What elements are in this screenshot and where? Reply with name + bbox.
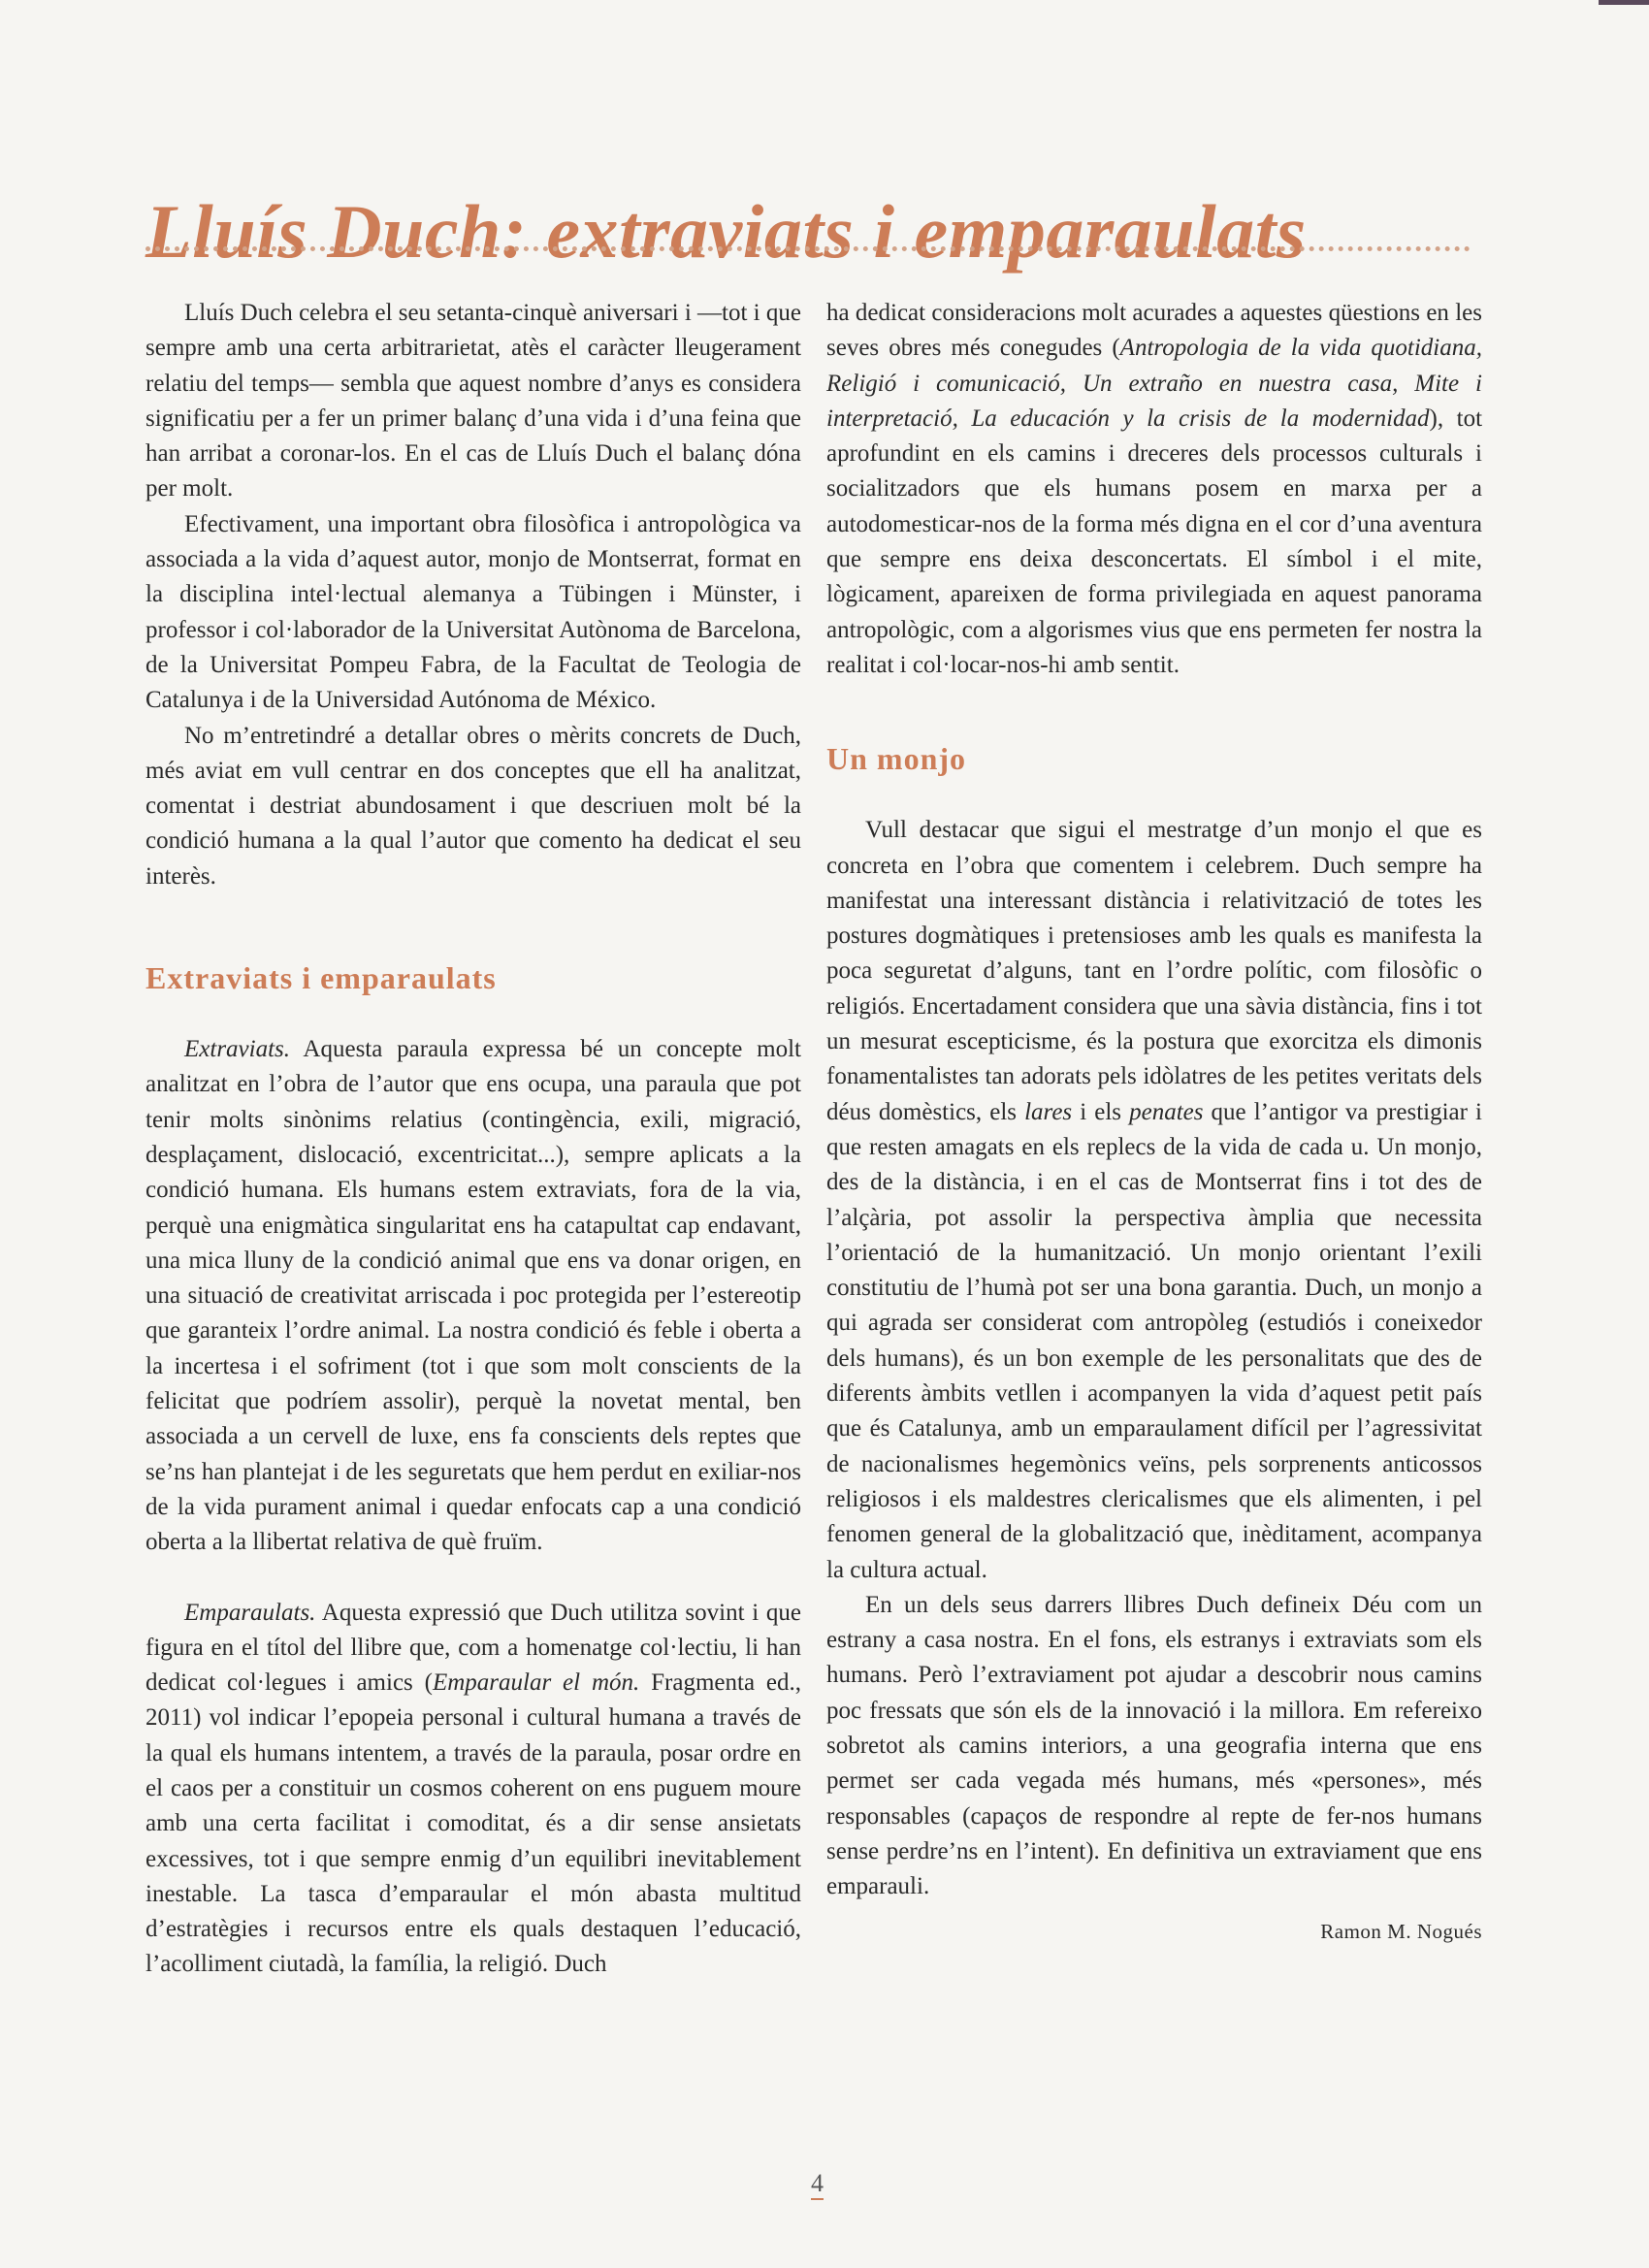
- paragraph-monjo-2: En un dels seus darrers llibres Duch defineix Déu com un estrany a casa nostra. En el fons, els estranys i extraviats som els humans. Però l’extraviament pot ajudar a descobrir nous camins poc fressats que són els de la innovació i la millora. Em refereixo sobretot als camins interiors, a una geografia interna que ens permet ser cada vegada més humans, més «persones», més responsables (capaços de respondre al repte de fer-nos humans sense perdre’ns en l’intent). En definitiva un extraviament que ens emparauli.: [826, 1591, 1482, 1900]
- section-heading-extraviats: Extraviats i emparaulats: [146, 960, 497, 996]
- term-lares: lares: [1024, 1098, 1073, 1125]
- term-extraviats: Extraviats.: [184, 1036, 291, 1063]
- page-number: 4: [811, 2171, 824, 2200]
- author-signature: Ramon M. Nogués: [1320, 1920, 1482, 1944]
- paragraph-monjo-1: Vull destacar que sigui el mestratge d’un monjo el que es concreta en l’obra que comentem i celebrem. Duch sempre ha manifestat una interessant distància i relativització de totes les postures dogmàtiques i pretensioses amb les quals es manifesta la poca seguretat d’alguns, tant en l’ordre polític, com filosòfic o religiós. Encertadament considera que una sàvia distància, fins i tot un mesurat escepticisme, és la postura que exorcitza els dimonis fonamentalistes tan adorats pels idòlatres de les petites veritats dels déus domèstics, els lares i els penates que l’antigor va prestigiar i que resten amagats en els replecs de la vida de cada u. Un monjo, des de la distància, i en el cas de Montserrat fins i tot des de l’alçària, pot assolir la perspectiva àmplia que necessita l’orientació de la humanització. Un monjo orientant l’exili constitutiu de l’humà pot ser una bona garantia. Duch, un monjo a qui agrada ser considerat com antropòleg (estudiós i coneixedor dels humans), és un bon exemple de les personalitats que des de diferents àmbits vetllen i acompanyen la vida d’aquest petit país que és Catalunya, amb un emparaulament difícil per l’agressivitat de nacionalismes hegemònics veïns, pels sorprenents anticossos religiosos i els maldestres clericalismes que els alimenten, i pel fenomen general de la globalització que, inèditament, acompanya la cultura actual.: [826, 817, 1482, 1583]
- paragraph-extraviats: Extraviats. Aquesta paraula expressa bé un concepte molt analitzat en l’obra de l’autor que ens ocupa, una paraula que pot tenir molts sinònims relatius (contingència, exili, migració, desplaçament, dislocació, excentricitat...), sempre aplicats a la condició humana. Els humans estem extraviats, fora de la via, perquè una enigmàtica singularitat ens ha catapultat cap endavant, una mica lluny de la condició animal que ens va donar origen, en una situació de creativitat arriscada i poc protegida per l’estereotip que garanteix l’ordre animal. La nostra condició és feble i oberta a la incertesa i el sofriment (tot i que som molt conscients de la felicitat que podríem assolir), perquè la novetat mental, ben associada a un cervell de luxe, ens fa conscients dels reptes que se’ns han plantejat i de les seguretats que hem perdut en exiliar-nos de la vida purament animal i quedar enfocats cap a una condició oberta a la llibertat relativa de què fruïm.: [146, 1036, 801, 1556]
- paragraph-emparaulats: Emparaulats. Aquesta expressió que Duch utilitza sovint i que figura en el títol del llibre que, com a homenatge col·lectiu, li han dedicat col·legues i amics (Emparaular el món. Fragmenta ed., 2011) vol indicar l’epopeia personal i cultural humana a través de la qual els humans intentem, a través de la paraula, posar ordre en el caos per a constituir un cosmos coherent on ens puguem moure amb una certa facilitat i comoditat, és a dir sense ansietats excessives, tot i que sempre enmig d’un equilibri inevitablement inestable. La tasca d’emparaular el món abasta multitud d’estratègies i recursos entre els quals destaquen l’educació, l’acolliment ciutadà, la família, la religió. Duch: [146, 1599, 801, 1978]
- continued-paragraph: ha dedicat consideracions molt acurades a aquestes qüestions en les seves obres més conegudes (Antropologia de la vida quotidiana, Religió i comunicació, Un extraño en nuestra casa, Mite i interpretació, La educación y la crisis de la modernidad), tot aprofundint en els camins i dreceres dels processos culturals i socialitzadors que els humans posem en marxa per a autodomesticar-nos de la forma més digna en el cor d’una aventura que sempre ens deixa desconcertats. El símbol i el mite, lògicament, apareixen de forma privilegiada en aquest panorama antropològic, com a algorismes vius que ens permeten fer nostra la realitat i col·locar-nos-hi amb sentit.: [826, 300, 1483, 678]
- article-title: Lluís Duch: extraviats i emparaulats: [146, 189, 1307, 275]
- section-heading-monjo: Un monjo: [826, 741, 967, 777]
- intro-paragraph-1: Lluís Duch celebra el seu setanta-cinquè aniversari i —tot i que sempre amb una certa arbitrarietat, atès el caràcter lleugerament relatiu del temps— sembla que aquest nombre d’anys es considera significatiu per a fer un primer balanç d’una vida i d’una feina que han arribat a coronar-los. En el cas de Lluís Duch el balanç dóna per molt.: [146, 300, 801, 502]
- intro-paragraph-2: Efectivament, una important obra filosòfica i antropològica va associada a la vida d’aquest autor, monjo de Montserrat, format en la disciplina intel·lectual alemanya a Tübingen i Münster, i professor i col·laborador de la Universitat Autònoma de Barcelona, de la Universitat Pompeu Fabra, de la Facultat de Teologia de Catalunya i de la Universidad Autónoma de México.: [146, 510, 801, 714]
- left-column: [146, 296, 801, 1983]
- term-emparaulats: Emparaulats.: [184, 1599, 316, 1626]
- dotted-title-rule: [146, 246, 1471, 251]
- book-title: Emparaular el món.: [432, 1669, 640, 1697]
- works-list: Antropologia de la vida quotidiana, Religió i comunicació, Un extraño en nuestra casa, Mite i interpretació, La educación y la crisis de la modernidad: [826, 335, 1482, 432]
- intro-paragraph-3: No m’entretindré a detallar obres o mèrits concrets de Duch, més aviat em vull centrar en dos conceptes que ell ha analitzat, comentat i destriat abundosament i que descriuen molt bé la condició humana a la qual l’autor que comento ha dedicat el seu interès.: [146, 722, 801, 890]
- right-column: [826, 296, 1482, 1950]
- corner-mark: [1599, 0, 1649, 5]
- term-penates: penates: [1129, 1098, 1204, 1125]
